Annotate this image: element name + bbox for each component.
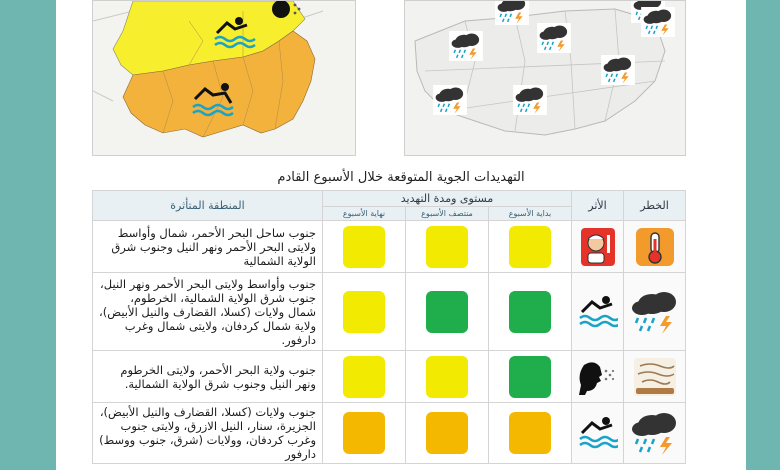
effect-cell xyxy=(572,403,624,464)
level-week-start xyxy=(509,291,551,333)
bulletin-panel xyxy=(56,0,746,470)
level-week-end xyxy=(343,356,385,398)
thunderstorm-rain-icon xyxy=(513,85,547,115)
dust-wind-icon xyxy=(632,356,678,398)
effect-cell xyxy=(572,273,624,351)
level-week-end xyxy=(343,291,385,333)
level-week-start xyxy=(509,356,551,398)
region-text: جنوب ولايات (كسلا، القضارف والنيل الأبيض)، الجزيرة، سنار، النيل الازرق، ولايتى جنوب وغرب كردفان، وولايات (شرق، جنوب ووسط) دارفور xyxy=(93,403,323,464)
region-text: جنوب ساحل البحر الأحمر، شمال وأواسط ولايتى البحر الأحمر ونهر النيل وجنوب شرق الولاية الشمالية xyxy=(93,221,323,273)
thunderstorm-rain-icon xyxy=(537,23,571,53)
hazard-map xyxy=(404,0,686,156)
thunderstorm-rain-icon xyxy=(601,55,635,85)
level-week-mid xyxy=(426,291,468,333)
hazard-cell xyxy=(624,273,686,351)
level-week-end xyxy=(343,226,385,268)
level-week-start xyxy=(509,226,551,268)
hazard-cell xyxy=(624,221,686,273)
subheader-week-start: بداية الأسبوع xyxy=(489,207,572,221)
header-hazard: الخطر xyxy=(624,191,686,221)
thunderstorm-rain-icon xyxy=(495,0,529,25)
dust-inhalation-icon xyxy=(578,359,618,395)
effect-cell xyxy=(572,221,624,273)
hazard-cell xyxy=(624,351,686,403)
flood-person-icon xyxy=(578,415,618,451)
table-row xyxy=(93,221,686,273)
table-title: التهديدات الجوية المتوقعة خلال الأسبوع القادم xyxy=(277,170,525,185)
subheader-week-end: نهاية الأسبوع xyxy=(323,207,406,221)
table-row xyxy=(93,273,686,351)
right-frame-border xyxy=(746,0,780,470)
region-text: جنوب وأواسط ولايتى البحر الأحمر ونهر النيل، جنوب شرق الولاية الشمالية، الخرطوم، شمال ولايات (كسلا، القضارف والنيل الأبيض)، ولاية شمال كردفان، ولايتى شمال وغرب دارفور. xyxy=(93,273,323,351)
header-region: المنطقة المتأثرة xyxy=(93,191,323,221)
table-row xyxy=(93,403,686,464)
effect-cell xyxy=(572,351,624,403)
level-week-mid xyxy=(426,412,468,454)
header-level-group: مستوى ومدة التهديد xyxy=(323,191,572,207)
threats-table xyxy=(92,190,686,464)
header-effect: الأثر xyxy=(572,191,624,221)
thunderstorm-rain-icon xyxy=(433,85,467,115)
subheader-week-mid: منتصف الأسبوع xyxy=(406,207,489,221)
hazard-cell xyxy=(624,403,686,464)
left-frame-border xyxy=(0,0,56,470)
level-week-end xyxy=(343,412,385,454)
thunderstorm-rain-icon xyxy=(449,31,483,61)
region-text: جنوب ولاية البحر الأحمر، ولايتى الخرطوم ونهر النيل وجنوب شرق الولاية الشمالية. xyxy=(93,351,323,403)
table-row xyxy=(93,351,686,403)
flood-person-icon xyxy=(213,15,255,49)
thunderstorm-rain-icon xyxy=(628,409,682,457)
thunderstorm-rain-icon xyxy=(628,288,682,336)
level-week-mid xyxy=(426,356,468,398)
level-week-mid xyxy=(426,226,468,268)
heat-stress-person-icon xyxy=(580,227,616,267)
warning-map xyxy=(92,0,356,156)
thermometer-heat-icon xyxy=(635,227,675,267)
flood-person-icon xyxy=(578,294,618,330)
level-week-start xyxy=(509,412,551,454)
thunderstorm-rain-icon xyxy=(641,7,675,37)
